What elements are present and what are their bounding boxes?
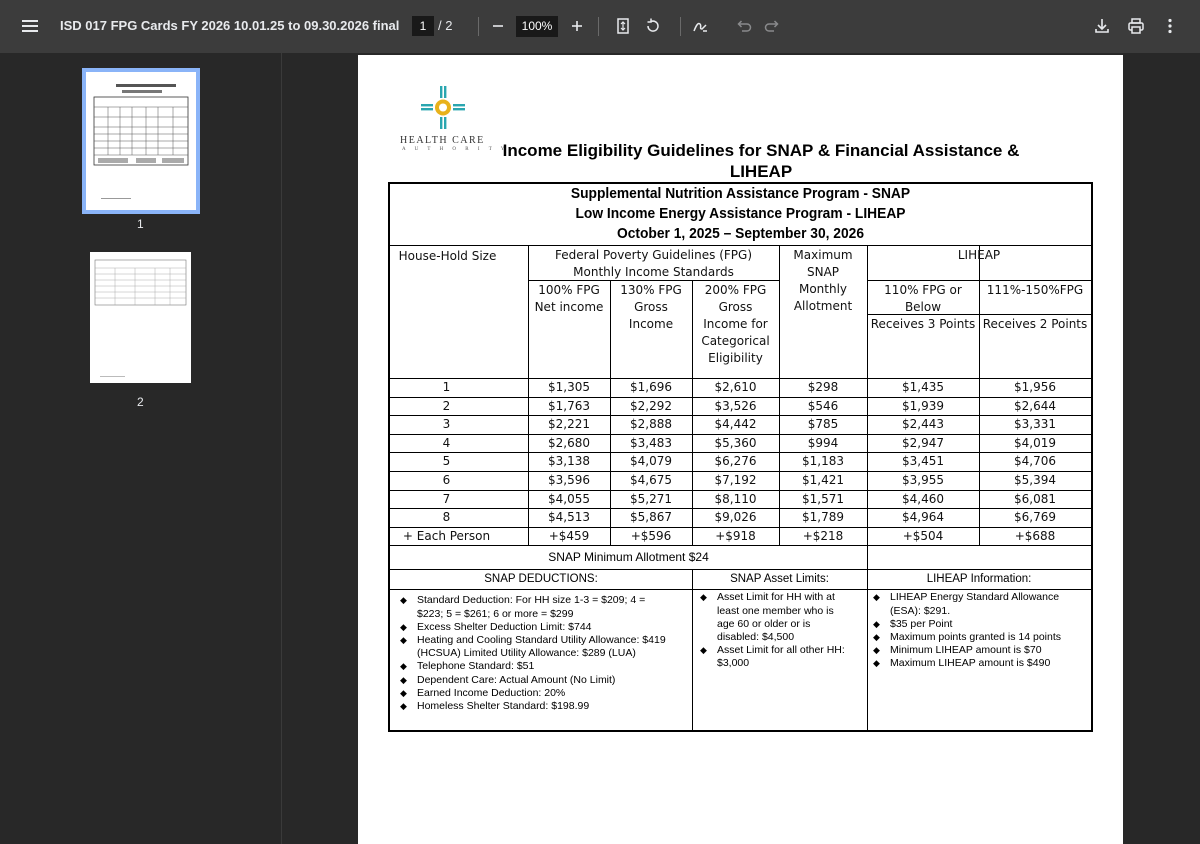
income-value-cell: $3,138: [548, 454, 590, 469]
column-header-liheap: LIHEAP: [957, 248, 1001, 262]
household-size-cell: 8: [442, 510, 451, 525]
column-header-max-allotment: Monthly: [798, 282, 848, 296]
annotate-icon[interactable]: [690, 16, 710, 36]
bullet-text: Telephone Standard: $51: [417, 660, 535, 673]
header-line-dates: October 1, 2025 – September 30, 2026: [616, 225, 864, 242]
bullet-text: Asset Limit for HH with at: [717, 591, 835, 604]
household-size-cell: 7: [442, 491, 451, 506]
column-header-max-allotment: SNAP: [806, 265, 840, 279]
bullet-text: $223; 5 = $261; 6 or more = $299: [417, 607, 574, 620]
income-value-cell: $4,079: [630, 454, 672, 469]
column-header-max-allotment: Allotment: [793, 299, 853, 313]
bullet-text: Maximum points granted is 14 points: [890, 631, 1061, 643]
zoom-out-icon[interactable]: [488, 16, 508, 36]
menu-icon[interactable]: [22, 17, 38, 33]
income-value-cell: $1,956: [1014, 380, 1056, 394]
income-value-cell: $5,394: [1014, 473, 1056, 487]
income-value-cell: $8,110: [714, 491, 757, 506]
bullet-text: Standard Deduction: For HH size 1-3 = $209; 4 =: [417, 594, 646, 607]
income-value-cell: $2,610: [714, 380, 757, 394]
column-header-max-allotment: Maximum: [793, 248, 853, 262]
grid-divider: [692, 569, 693, 730]
income-value-cell: $4,019: [1014, 435, 1056, 450]
bullet-item: [873, 591, 1089, 617]
column-header-household: House-Hold Size: [398, 249, 497, 263]
income-value-cell: $4,675: [630, 473, 672, 487]
thumbnail-sidebar: [0, 53, 282, 844]
income-value-cell: $3,331: [1014, 417, 1056, 432]
household-size-cell: 6: [442, 473, 451, 487]
toolbar-divider: [680, 17, 681, 36]
bullet-item: [400, 594, 690, 620]
income-value-cell: $298: [807, 380, 839, 394]
grid-divider: [390, 589, 1091, 590]
diamond-bullet-icon: ◆: [873, 592, 880, 603]
snap-minimum-allotment: SNAP Minimum Allotment $24: [548, 550, 709, 565]
income-value-cell: $3,955: [902, 473, 944, 487]
bullet-text: LIHEAP Energy Standard Allowance: [890, 591, 1060, 604]
diamond-bullet-icon: ◆: [400, 661, 407, 672]
income-value-cell: $1,696: [630, 380, 672, 394]
subheader-111-150-fpg: 111%-150%FPG: [986, 283, 1084, 297]
bullet-item: [873, 618, 1089, 631]
heading-line-2: LIHEAP: [729, 162, 793, 181]
thumbnail-preview: [86, 72, 196, 210]
income-value-cell: $785: [807, 417, 839, 432]
income-value-cell: $1,789: [802, 510, 844, 525]
pdf-page: [358, 55, 1123, 844]
bullet-item: [400, 660, 690, 673]
income-value-cell: +$596: [630, 528, 672, 543]
subheader-200-fpg: Categorical: [701, 334, 770, 348]
income-value-cell: $2,292: [630, 398, 672, 413]
column-header-fpg: Federal Poverty Guidelines (FPG): [554, 248, 752, 262]
print-icon[interactable]: [1126, 16, 1146, 36]
bullet-text: least one member who is: [717, 604, 834, 617]
income-value-cell: $546: [807, 398, 839, 413]
eligibility-table: [388, 182, 1093, 732]
income-value-cell: $5,867: [630, 510, 672, 525]
subheader-130-fpg: Income: [628, 317, 674, 331]
bullet-item: [400, 700, 690, 713]
bullet-item: [400, 687, 690, 700]
diamond-bullet-icon: ◆: [400, 621, 407, 632]
zoom-level-input[interactable]: 100%: [516, 16, 558, 37]
income-value-cell: $3,526: [714, 398, 757, 413]
bullet-text: age 60 or older or is: [717, 617, 811, 630]
table-header: [390, 184, 1091, 246]
rotate-icon[interactable]: [643, 16, 663, 36]
income-value-cell: $1,183: [802, 454, 844, 469]
page-thumbnail-2[interactable]: [90, 252, 191, 383]
bullet-text: (ESA): $291.: [890, 604, 951, 617]
bullet-item: [400, 674, 690, 687]
bullet-text: Asset Limit for all other HH:: [717, 644, 845, 657]
income-value-cell: $4,964: [902, 510, 944, 525]
grid-divider: [867, 569, 868, 730]
bullet-text: Excess Shelter Deduction Limit: $744: [417, 620, 592, 633]
bullet-item: [873, 631, 1089, 644]
pdf-toolbar: [0, 0, 1200, 53]
diamond-bullet-icon: ◆: [873, 632, 880, 642]
subheader-200-fpg: Income for: [703, 317, 768, 331]
income-value-cell: +$459: [548, 528, 590, 543]
diamond-bullet-icon: ◆: [700, 592, 707, 603]
column-header-fpg-sub: Monthly Income Standards: [573, 265, 734, 279]
diamond-bullet-icon: ◆: [400, 595, 407, 606]
points-label-2: Receives 2 Points: [982, 317, 1088, 331]
income-value-cell: +$504: [902, 528, 944, 543]
zia-sun-logo-icon: [414, 83, 474, 135]
document-title: ISD 017 FPG Cards FY 2026 10.01.25 to 09.30.2026 final: [60, 18, 400, 33]
page-total: / 2: [438, 18, 453, 33]
diamond-bullet-icon: ◆: [873, 618, 880, 629]
bullet-text: Earned Income Deduction: 20%: [417, 686, 566, 699]
subheader-130-fpg: 130% FPG: [620, 283, 682, 297]
income-value-cell: $1,305: [548, 380, 590, 394]
income-value-cell: $6,081: [1014, 491, 1056, 506]
section-header-deductions: SNAP DEDUCTIONS:: [484, 573, 598, 586]
bullet-item: [873, 644, 1089, 657]
document-heading: [491, 140, 1031, 182]
diamond-bullet-icon: ◆: [700, 645, 707, 656]
income-value-cell: $1,435: [902, 380, 944, 394]
income-value-cell: +$688: [1014, 528, 1056, 543]
diamond-bullet-icon: ◆: [400, 701, 407, 711]
bullet-text: Minimum LIHEAP amount is $70: [890, 644, 1042, 657]
subheader-130-fpg: Gross: [634, 300, 668, 314]
subheader-200-fpg: Gross: [718, 300, 753, 314]
bullet-item: [700, 591, 865, 644]
income-value-cell: +$918: [715, 528, 756, 543]
household-size-cell: 1: [442, 380, 451, 394]
toolbar-divider: [478, 17, 479, 36]
income-value-cell: $2,680: [548, 435, 590, 450]
bullet-item: [700, 644, 865, 670]
bullet-item: [400, 634, 690, 660]
toolbar-divider: [598, 17, 599, 36]
redo-icon[interactable]: [763, 16, 783, 36]
household-size-cell: 4: [442, 435, 451, 450]
bullet-text: Homeless Shelter Standard: $198.99: [417, 700, 590, 712]
subheader-100-fpg: 100% FPG: [538, 283, 600, 297]
income-value-cell: $4,513: [548, 510, 590, 525]
zoom-in-icon[interactable]: [567, 16, 587, 36]
heading-line-1: Income Eligibility Guidelines for SNAP & Financial Assistance &: [502, 141, 1020, 160]
page-thumbnail-1[interactable]: [86, 72, 196, 210]
logo-wordmark: HEALTH CARE: [400, 135, 485, 146]
income-value-cell: $6,276: [714, 454, 757, 469]
diamond-bullet-icon: ◆: [873, 658, 880, 669]
income-value-cell: $2,644: [1014, 398, 1056, 413]
grid-divider: [390, 569, 1091, 570]
income-value-cell: $2,947: [902, 435, 944, 450]
income-value-cell: $3,596: [548, 473, 590, 487]
document-viewer[interactable]: [283, 53, 1200, 844]
income-value-cell: $6,769: [1014, 510, 1056, 525]
logo-subtext: A U T H O R I T Y: [402, 147, 509, 152]
page-number-input[interactable]: 1: [412, 16, 434, 36]
diamond-bullet-icon: ◆: [400, 674, 407, 685]
income-value-cell: $5,360: [714, 435, 757, 450]
subheader-200-fpg: 200% FPG: [704, 283, 767, 297]
income-value-cell: $9,026: [714, 510, 757, 525]
income-value-cell: $1,421: [802, 473, 844, 487]
income-value-cell: $4,706: [1014, 454, 1056, 469]
bullet-text: disabled: $4,500: [717, 631, 795, 643]
income-value-cell: $1,763: [548, 398, 590, 413]
header-line-snap: Supplemental Nutrition Assistance Program - SNAP: [570, 185, 911, 202]
more-icon[interactable]: [1160, 16, 1180, 36]
income-value-cell: $3,451: [902, 454, 944, 469]
thumbnail-label-2: 2: [137, 395, 144, 409]
section-header-asset-limits: SNAP Asset Limits:: [730, 573, 829, 586]
income-value-cell: $1,571: [802, 491, 844, 506]
income-value-cell: $2,221: [548, 417, 590, 432]
diamond-bullet-icon: ◆: [400, 635, 407, 645]
household-size-cell: 3: [442, 417, 451, 432]
bullet-text: $35 per Point: [890, 617, 953, 630]
income-value-cell: $7,192: [714, 473, 757, 487]
income-value-cell: $3,483: [630, 435, 672, 450]
subheader-200-fpg: Eligibility: [708, 351, 763, 365]
bullet-item: [400, 621, 690, 634]
income-value-cell: $2,888: [630, 417, 672, 432]
thumbnail-label-1: 1: [137, 217, 144, 231]
undo-icon[interactable]: [733, 16, 753, 36]
fit-page-icon[interactable]: [613, 16, 633, 36]
points-label-3: Receives 3 Points: [870, 317, 976, 331]
household-size-cell: + Each Person: [402, 528, 491, 543]
bullet-text: Dependent Care: Actual Amount (No Limit): [417, 673, 616, 686]
income-value-cell: +$218: [802, 528, 844, 543]
section-header-liheap-info: LIHEAP Information:: [926, 573, 1032, 586]
subheader-100-fpg: Net income: [534, 300, 604, 314]
income-value-cell: $2,443: [902, 417, 944, 432]
bullet-item: [873, 657, 1089, 670]
income-value-cell: $1,939: [902, 398, 944, 413]
income-value-cell: $4,055: [548, 491, 590, 506]
income-value-cell: $4,460: [902, 491, 944, 506]
header-line-liheap: Low Income Energy Assistance Program - LIHEAP: [575, 205, 906, 222]
grid-divider: [390, 545, 1091, 546]
household-size-cell: 2: [442, 398, 451, 413]
income-value-cell: $994: [807, 435, 839, 450]
bullet-text: Heating and Cooling Standard Utility Allowance: $419: [417, 634, 666, 646]
diamond-bullet-icon: ◆: [873, 645, 880, 656]
bullet-text: (HCSUA) Limited Utility Allowance: $289 (LUA): [417, 647, 636, 660]
grid-divider: [867, 280, 1091, 281]
diamond-bullet-icon: ◆: [400, 687, 407, 698]
income-value-cell: $4,442: [714, 417, 757, 432]
household-size-cell: 5: [442, 454, 451, 469]
bullet-text: $3,000: [717, 657, 750, 670]
subheader-110-fpg: 110% FPG or: [884, 283, 962, 297]
bullet-text: Maximum LIHEAP amount is $490: [890, 657, 1051, 670]
download-icon[interactable]: [1092, 16, 1112, 36]
thumbnail-preview: [90, 252, 191, 383]
income-value-cell: $5,271: [630, 491, 672, 506]
subheader-110-fpg: Below: [904, 300, 942, 314]
grid-divider: [867, 545, 868, 569]
